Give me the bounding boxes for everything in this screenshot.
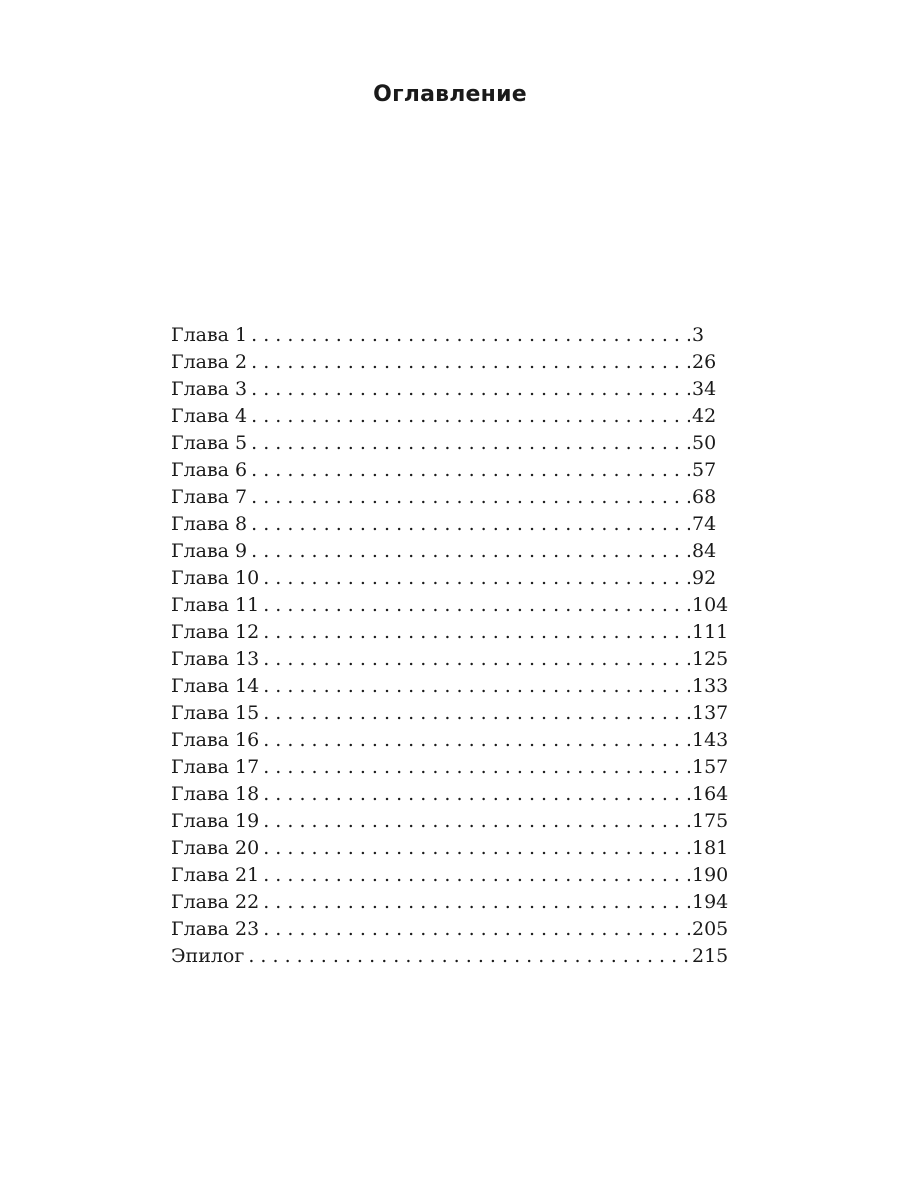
toc-entry-label: Глава 19 (171, 810, 260, 832)
toc-dot-leader (251, 403, 690, 430)
toc-page-number: 164 (692, 783, 729, 805)
toc-entry-label: Глава 6 (171, 459, 248, 481)
toc-entry[interactable] (171, 538, 734, 565)
toc-page-number: 111 (692, 621, 729, 643)
toc-entry[interactable] (171, 673, 734, 700)
toc-dot-leader (263, 565, 690, 592)
toc-entry[interactable] (171, 511, 734, 538)
toc-dot-leader (251, 538, 690, 565)
toc-dot-leader (263, 700, 690, 727)
toc-entry[interactable] (171, 808, 734, 835)
toc-page-number: 205 (692, 918, 729, 940)
toc-entry-label: Глава 4 (171, 405, 248, 427)
toc-entry-label: Глава 21 (171, 864, 260, 886)
toc-page-number: 26 (692, 351, 717, 373)
toc-entry[interactable] (171, 889, 734, 916)
toc-dot-leader (263, 727, 690, 754)
toc-dot-leader (263, 916, 690, 943)
toc-page-number: 125 (692, 648, 729, 670)
toc-page-number: 50 (692, 432, 717, 454)
toc-entry-label: Глава 1 (171, 324, 248, 346)
toc-entry[interactable] (171, 403, 734, 430)
toc-entry-label: Глава 13 (171, 648, 260, 670)
toc-page-number: 137 (692, 702, 729, 724)
table-of-contents (171, 322, 734, 970)
toc-entry[interactable] (171, 754, 734, 781)
toc-dot-leader (251, 322, 690, 349)
toc-entry[interactable] (171, 646, 734, 673)
toc-page-number: 175 (692, 810, 729, 832)
toc-entry-label: Глава 23 (171, 918, 260, 940)
toc-page-number: 3 (692, 324, 705, 346)
toc-entry[interactable] (171, 592, 734, 619)
toc-dot-leader (251, 376, 690, 403)
toc-entry-label: Глава 22 (171, 891, 260, 913)
toc-entry-label: Глава 15 (171, 702, 260, 724)
toc-entry-label: Глава 18 (171, 783, 260, 805)
toc-entry-label: Глава 17 (171, 756, 260, 778)
toc-dot-leader (251, 511, 690, 538)
toc-page-number: 57 (692, 459, 717, 481)
toc-entry-label: Глава 20 (171, 837, 260, 859)
toc-entry-label: Глава 7 (171, 486, 248, 508)
toc-page-number: 133 (692, 675, 729, 697)
toc-page-number: 92 (692, 567, 717, 589)
toc-dot-leader (251, 430, 690, 457)
toc-page-number: 104 (692, 594, 729, 616)
toc-page-number: 143 (692, 729, 729, 751)
toc-dot-leader (263, 889, 690, 916)
toc-entry[interactable] (171, 916, 734, 943)
toc-entry-label: Глава 14 (171, 675, 260, 697)
toc-dot-leader (263, 673, 690, 700)
toc-entry-label: Глава 10 (171, 567, 260, 589)
toc-entry[interactable] (171, 349, 734, 376)
toc-entry[interactable] (171, 430, 734, 457)
toc-entry-label: Глава 8 (171, 513, 248, 535)
toc-entry-label: Глава 12 (171, 621, 260, 643)
toc-entry-epilogue[interactable] (171, 943, 734, 970)
toc-entry[interactable] (171, 835, 734, 862)
toc-page-number: 34 (692, 378, 717, 400)
toc-entry-label: Эпилог (171, 945, 245, 967)
toc-dot-leader (263, 646, 690, 673)
toc-entry-label: Глава 11 (171, 594, 260, 616)
toc-page-number: 190 (692, 864, 729, 886)
toc-page-number: 181 (692, 837, 729, 859)
toc-dot-leader (263, 781, 690, 808)
toc-dot-leader (251, 457, 690, 484)
toc-page-number: 42 (692, 405, 717, 427)
toc-entry[interactable] (171, 619, 734, 646)
toc-dot-leader (263, 808, 690, 835)
toc-page-number: 74 (692, 513, 717, 535)
toc-entry[interactable] (171, 781, 734, 808)
toc-entry-label: Глава 3 (171, 378, 248, 400)
toc-dot-leader (251, 349, 690, 376)
toc-entry[interactable] (171, 376, 734, 403)
toc-dot-leader (248, 943, 690, 970)
toc-page-number: 194 (692, 891, 729, 913)
toc-entry[interactable] (171, 565, 734, 592)
toc-dot-leader (251, 484, 690, 511)
toc-entry-label: Глава 2 (171, 351, 248, 373)
toc-entry-label: Глава 16 (171, 729, 260, 751)
toc-dot-leader (263, 754, 690, 781)
toc-page-number: 215 (692, 945, 729, 967)
toc-page-number: 84 (692, 540, 717, 562)
toc-dot-leader (263, 835, 690, 862)
toc-entry-label: Глава 5 (171, 432, 248, 454)
toc-entry[interactable] (171, 322, 734, 349)
toc-dot-leader (263, 592, 690, 619)
page-title: Оглавление (373, 82, 527, 107)
toc-dot-leader (263, 619, 690, 646)
toc-entry[interactable] (171, 484, 734, 511)
toc-entry[interactable] (171, 700, 734, 727)
toc-entry[interactable] (171, 862, 734, 889)
toc-entry[interactable] (171, 727, 734, 754)
toc-page-number: 157 (692, 756, 729, 778)
toc-page-number: 68 (692, 486, 717, 508)
toc-dot-leader (263, 862, 690, 889)
toc-entry-label: Глава 9 (171, 540, 248, 562)
toc-entry[interactable] (171, 457, 734, 484)
